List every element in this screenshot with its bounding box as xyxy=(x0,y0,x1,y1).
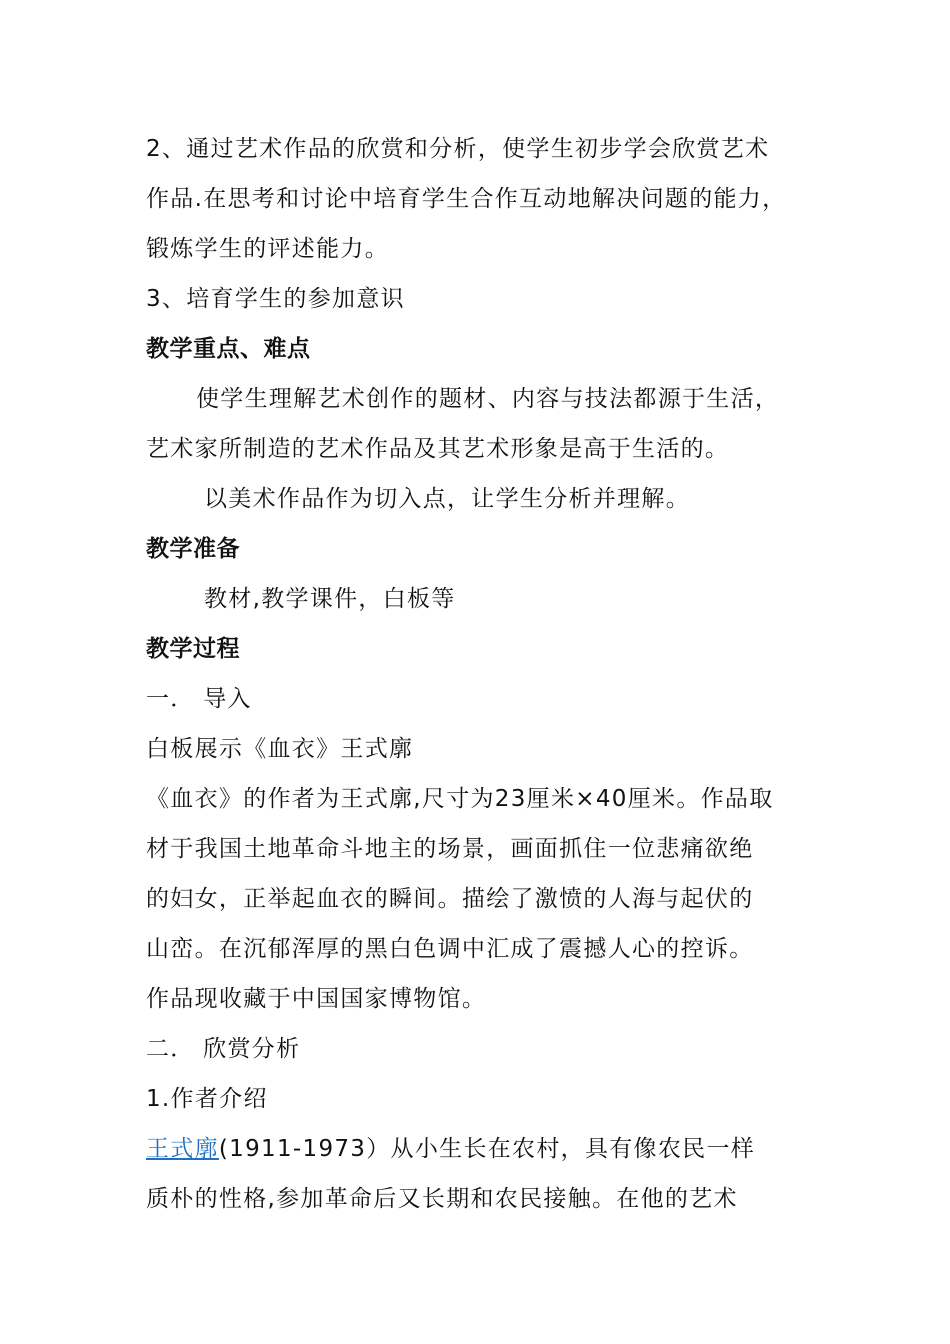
section-1-title: 一． 导入 xyxy=(146,686,252,712)
heading-key-points: 教学重点、难点 xyxy=(146,336,311,362)
objective-2-line-2: 作品.在思考和讨论中培育学生合作互动地解决问题的能力， xyxy=(146,186,787,212)
heading-preparation: 教学准备 xyxy=(146,536,240,562)
preparation-text: 教材,教学课件，白板等 xyxy=(204,586,456,612)
key-points-line-1: 使学生理解艺术创作的题材、内容与技法都源于生活， xyxy=(196,386,780,412)
heading-process: 教学过程 xyxy=(146,636,240,662)
artwork-description-line-2: 材于我国土地革命斗地主的场景，画面抓住一位悲痛欲绝 xyxy=(146,836,754,862)
author-line-1 xyxy=(146,1124,836,1174)
author-link[interactable]: 王式廓 xyxy=(146,1136,219,1162)
author-line-2: 质朴的性格,参加革命后又长期和农民接触。在他的艺术 xyxy=(146,1186,738,1212)
artwork-description-line-5: 作品现收藏于中国国家博物馆。 xyxy=(146,986,487,1012)
document-page xyxy=(146,124,836,1224)
objective-2-line-3: 锻炼学生的评述能力。 xyxy=(146,236,389,262)
objective-2-line-1: 2、通过艺术作品的欣赏和分析，使学生初步学会欣赏艺术 xyxy=(146,136,770,162)
section-1-line-1: 白板展示《血衣》王式廓 xyxy=(146,736,414,762)
key-points-line-2: 艺术家所制造的艺术作品及其艺术形象是高于生活的。 xyxy=(146,436,730,462)
key-points-line-3: 以美术作品作为切入点，让学生分析并理解。 xyxy=(204,486,690,512)
subsection-1-title: 1.作者介绍 xyxy=(146,1086,268,1112)
objective-3: 3、培育学生的参加意识 xyxy=(146,286,405,312)
artwork-description-line-4: 山峦。在沉郁浑厚的黑白色调中汇成了震撼人心的控诉。 xyxy=(146,936,754,962)
author-line-1-text: (1911-1973）从小生长在农村，具有像农民一样 xyxy=(218,1136,756,1162)
artwork-description-line-3: 的妇女，正举起血衣的瞬间。描绘了激愤的人海与起伏的 xyxy=(146,886,754,912)
section-2-title: 二． 欣赏分析 xyxy=(146,1036,301,1062)
artwork-description-line-1: 《血衣》的作者为王式廓,尺寸为23厘米×40厘米。作品取 xyxy=(146,786,774,812)
